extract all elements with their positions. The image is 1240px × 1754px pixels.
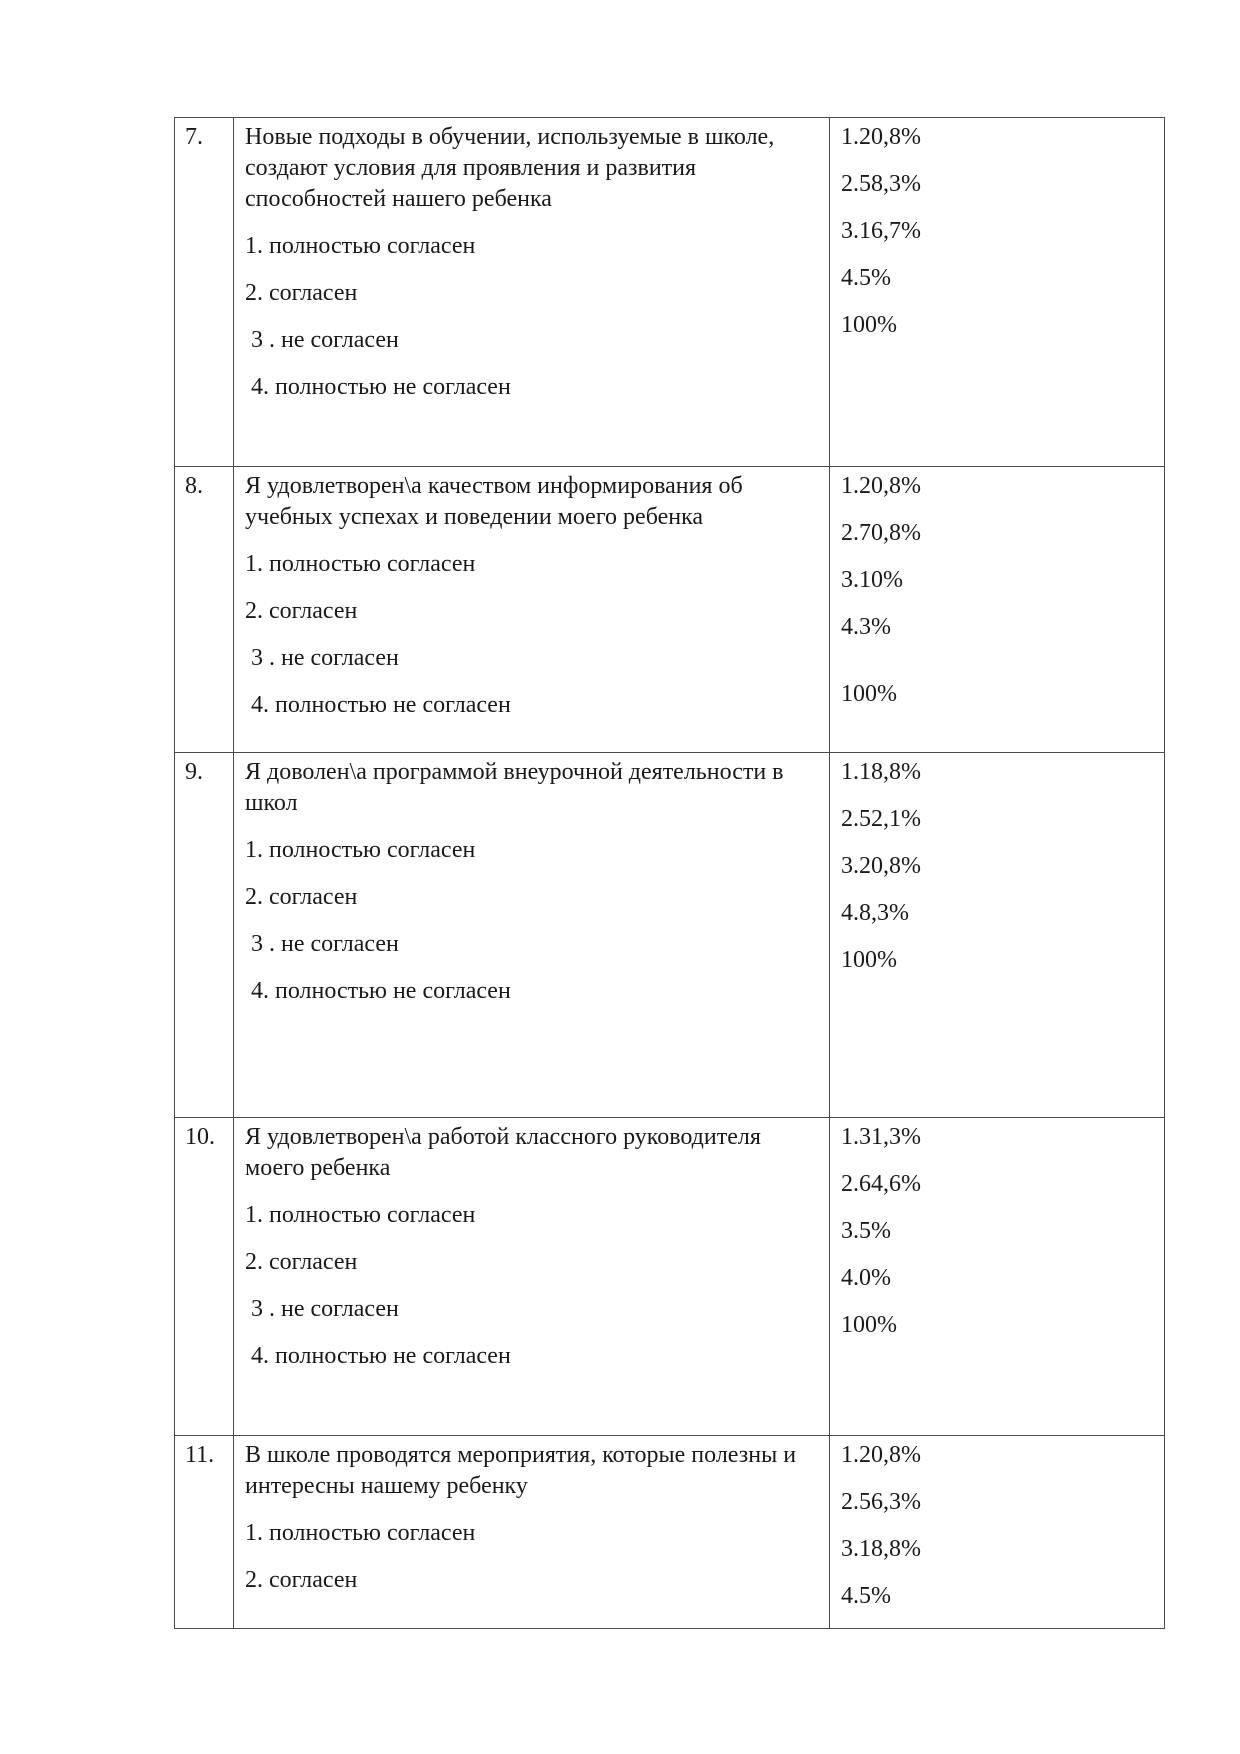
answer-option: 3 . не согласен [251,931,399,957]
answer-option: 1. полностью согласен [245,1520,476,1546]
answer-option: 4. полностью не согласен [251,978,511,1004]
question-cell [234,1436,830,1629]
question-number: 10. [175,1118,234,1436]
answer-option: 3 . не согласен [251,645,399,671]
answer-option: 1. полностью согласен [245,837,476,863]
result-cell [830,467,1165,753]
answer-option: 4. полностью не согласен [251,1343,511,1369]
question-cell [234,118,830,467]
answer-option: 4. полностью не согласен [251,374,511,400]
answer-option: 3 . не согласен [251,1296,399,1322]
answer-option: 1. полностью согласен [245,551,476,577]
result-value: 1.18,8% [841,759,921,785]
question-number: 8. [175,467,234,753]
answer-option: 1. полностью согласен [245,1202,476,1228]
question-text: Я удовлетворен\а работой классного руководителя моего ребенка [245,1124,761,1181]
result-total: 100% [841,681,897,707]
answer-option: 2. согласен [245,1249,358,1275]
result-total: 100% [841,312,897,338]
result-cell [830,1436,1165,1629]
result-value: 2.58,3% [841,171,921,197]
result-value: 1.20,8% [841,124,921,150]
result-value: 3.18,8% [841,1536,921,1562]
question-number: 9. [175,753,234,1118]
result-value: 4.5% [841,265,891,291]
question-cell [234,467,830,753]
answer-option: 3 . не согласен [251,327,399,353]
question-cell [234,1118,830,1436]
survey-results-table [174,117,1165,1629]
result-value: 1.20,8% [841,1442,921,1468]
result-value: 3.20,8% [841,853,921,879]
question-text: В школе проводятся мероприятия, которые полезны и интересны нашему ребенку [245,1442,797,1499]
question-text: Я доволен\а программой внеурочной деятельности в школ [245,759,784,816]
result-value: 1.20,8% [841,473,921,499]
result-value: 2.64,6% [841,1171,921,1197]
result-value: 4.5% [841,1583,891,1609]
answer-option: 2. согласен [245,1567,358,1593]
result-total: 100% [841,1312,897,1338]
result-value: 3.5% [841,1218,891,1244]
question-cell [234,753,830,1118]
table-row [175,1436,1165,1629]
result-cell [830,118,1165,467]
answer-option: 4. полностью не согласен [251,692,511,718]
answer-option: 2. согласен [245,884,358,910]
result-value: 4.0% [841,1265,891,1291]
result-value: 4.8,3% [841,900,909,926]
answer-option: 2. согласен [245,598,358,624]
result-value: 4.3% [841,614,891,640]
result-value: 3.16,7% [841,218,921,244]
result-cell [830,753,1165,1118]
result-value: 3.10% [841,567,903,593]
answer-option: 1. полностью согласен [245,233,476,259]
result-value: 1.31,3% [841,1124,921,1150]
result-value: 2.70,8% [841,520,921,546]
table-row [175,467,1165,753]
table-row [175,118,1165,467]
result-value: 2.56,3% [841,1489,921,1515]
result-cell [830,1118,1165,1436]
question-number: 11. [175,1436,234,1629]
table-row [175,753,1165,1118]
result-value: 2.52,1% [841,806,921,832]
answer-option: 2. согласен [245,280,358,306]
result-total: 100% [841,947,897,973]
question-text: Я удовлетворен\а качеством информирования об учебных успехах и поведении моего ребенка [245,473,743,530]
question-text: Новые подходы в обучении, используемые в школе, создают условия для проявления и развития способностей нашего ребенка [245,124,775,212]
question-number: 7. [175,118,234,467]
table-row [175,1118,1165,1436]
